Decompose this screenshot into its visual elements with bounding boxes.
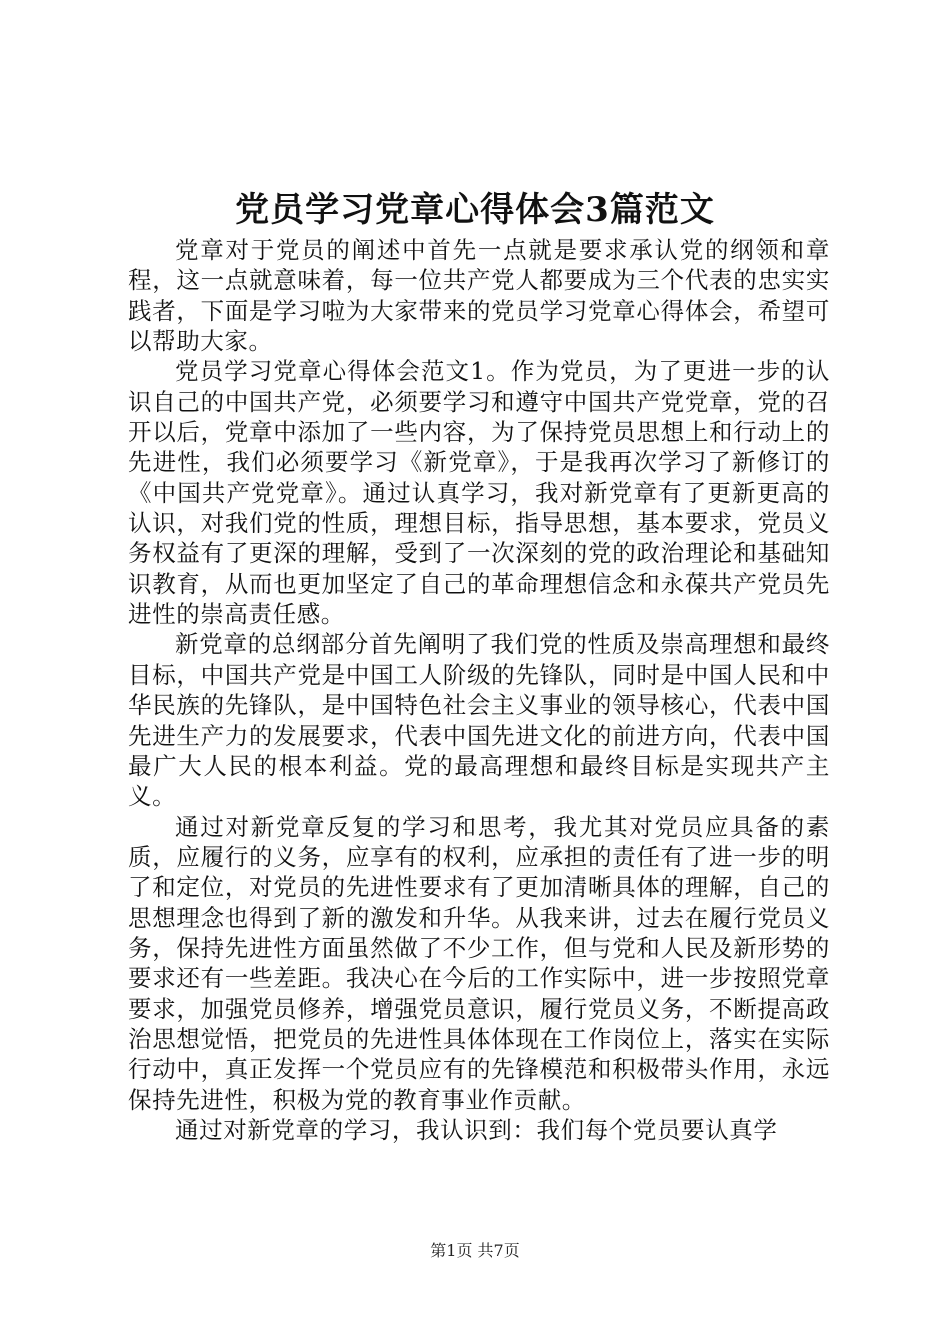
paragraph-essay-1: 党员学习党章心得体会范文1。作为党员，为了更进一步的认识自己的中国共产党，必须要学习和遵守中国共产党党章，党的召开以后，党章中添加了一些内容，为了保持党员思想上和行动上的先进性，我们必须要学习《新党章》，于是我再次学习了新修订的《中国共产党党章》。通过认真学习，我对新党章有了更新更高的认识，对我们党的性质，理想目标，指导思想，基本要求，党员义务权益有了更深的理解，受到了一次深刻的党的政治理论和基础知识教育，从而也更加坚定了自己的革命理想信念和永葆共产党员先进性的崇高责任感。 xyxy=(128,357,830,629)
paragraph-continued: 通过对新党章的学习，我认识到：我们每个党员要认真学 xyxy=(175,1115,778,1144)
paragraph-intro: 党章对于党员的阐述中首先一点就是要求承认党的纲领和章程，这一点就意味着，每一位共产党人都要成为三个代表的忠实实践者，下面是学习啦为大家带来的党员学习党章心得体会，希望可以帮助大家。 xyxy=(128,236,830,356)
paragraph-general-program: 新党章的总纲部分首先阐明了我们党的性质及崇高理想和最终目标，中国共产党是中国工人阶级的先锋队，同时是中国人民和中华民族的先锋队，是中国特色社会主义事业的领导核心，代表中国先进生产力的发展要求，代表中国先进文化的前进方向，代表中国最广大人民的根本利益。党的最高理想和最终目标是实现共产主义。 xyxy=(128,630,830,811)
document-body xyxy=(128,235,830,1145)
paragraph-reflection: 通过对新党章反复的学习和思考，我尤其对党员应具备的素质，应履行的义务，应享有的权利，应承担的责任有了进一步的明了和定位，对党员的先进性要求有了更加清晰具体的理解，自己的思想理念也得到了新的激发和升华。从我来讲，过去在履行党员义务，保持先进性方面虽然做了不少工作，但与党和人民及新形势的要求还有一些差距。我决心在今后的工作实际中，进一步按照党章要求，加强党员修养，增强党员意识，履行党员义务，不断提高政治思想觉悟，把党员的先进性具体体现在工作岗位上，落实在实际行动中，真正发挥一个党员应有的先锋模范和积极带头作用，永远保持先进性，积极为党的教育事业作贡献。 xyxy=(128,812,830,1114)
document-title: 党员学习党章心得体会3篇范文 xyxy=(235,190,715,230)
page-number-footer: 第1页 共7页 xyxy=(430,1241,520,1260)
